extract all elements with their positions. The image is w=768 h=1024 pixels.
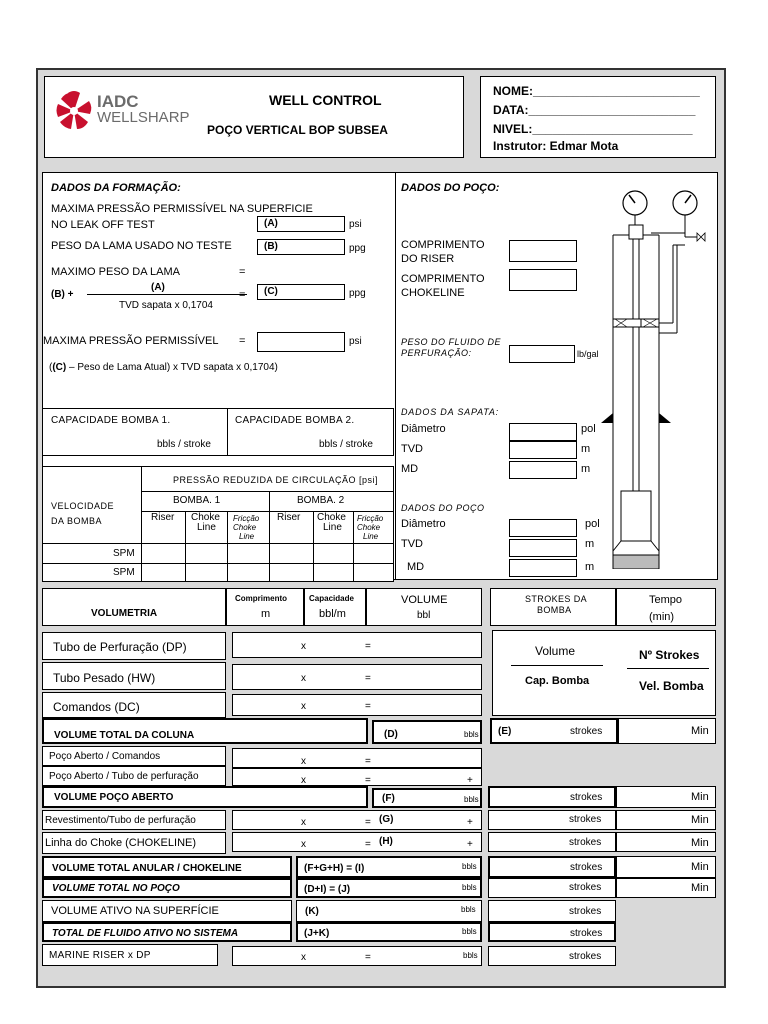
d-bbls: bbls [464,730,479,739]
comp-choke-input[interactable] [509,269,577,291]
vol-anular-label: VOLUME TOTAL ANULAR / CHOKELINE [52,863,242,874]
formula-rest: – Peso de Lama Atual) x TVD sapata x 0,1704) [66,362,278,373]
row-dc-calc[interactable] [232,694,482,716]
choke-col1: Choke [191,512,220,523]
friccao-col2-2: Choke [357,523,381,532]
formacao-line1: MAXIMA PRESSÃO PERMISSÍVEL NA SUPERFICIE [51,203,313,215]
spm-row1: SPM [113,548,135,559]
well-schematic-diagram [593,185,717,569]
peso-fluido-unit: lb/gal [577,349,599,359]
line-col1: Line [197,522,216,533]
riser-label: MARINE RISER x DP [49,950,151,961]
nome-field[interactable]: NOME:_________________________ [493,84,700,98]
row-vol-coluna-d[interactable] [372,720,482,744]
row-choke-calc[interactable] [232,832,482,852]
i-bbls: bbls [462,862,477,871]
row-dp-label [42,632,226,660]
strokes-formula-box [492,630,716,716]
formula-cap-bomba: Cap. Bomba [525,675,590,687]
a-input[interactable] [257,216,345,232]
row-vol-pa-strokes[interactable] [488,786,616,808]
friccao-col2-3: Line [363,532,379,541]
rev-eq: = [365,817,371,828]
frac-num: (A) [151,282,165,293]
frac-plus: (B) + [51,289,74,300]
poco-tvd-input[interactable] [509,539,577,557]
tempo-header [616,588,716,626]
vol-pa-label: VOLUME POÇO ABERTO [54,792,174,803]
c-unit: ppg [349,288,366,299]
vol-ativo-label: VOLUME ATIVO NA SUPERFÍCIE [51,905,219,917]
iadc-logo-icon [55,89,93,133]
header-logo-box [44,76,464,158]
row-hw-label [42,662,226,690]
b-label: (B) [264,241,278,252]
h-strokes: strokes [569,837,602,848]
volumetria-title: VOLUMETRIA [91,608,158,619]
formacao-title: DADOS DA FORMAÇÃO: [51,182,181,194]
row-choke-strokes[interactable] [488,832,616,852]
row-vol-ativo-label [42,900,292,922]
comprimento-header [226,588,304,626]
row-total-ativo-strokes[interactable] [488,922,616,942]
cap-bomba2-label: CAPACIDADE BOMBA 2. [235,415,355,426]
row-pa-com-label [42,746,226,766]
h-min: Min [691,837,709,849]
peso-fluido-input[interactable] [509,345,575,363]
row-vol-pa-min[interactable] [616,786,716,808]
riser-col2: Riser [277,512,301,523]
formula-c-label: (C) [52,362,67,373]
tempo-label: Tempo [649,594,683,606]
k-strokes: strokes [569,906,602,917]
jk-bbls: bbls [462,927,477,936]
a-unit: psi [349,219,362,230]
row-total-ativo-jk[interactable] [296,922,482,942]
sapata-pol: pol [581,423,596,435]
max-peso-eq: = [239,266,246,278]
pa-com-label: Poço Aberto / Comandos [49,751,161,762]
pa-com-x: x [301,756,306,767]
f-min: Min [691,791,709,803]
strokes-header [490,588,616,626]
sapata-tvd: TVD [401,443,423,455]
prc-title: PRESSÃO REDUZIDA DE CIRCULAÇÃO [psi] [173,475,379,485]
row-riser-calc[interactable] [232,946,482,966]
row-vol-coluna-min[interactable] [618,718,716,744]
volume-label: VOLUME [401,594,448,606]
row-riser-label [42,944,218,966]
poco-tvd: TVD [401,538,423,550]
row-total-ativo-label [42,922,292,942]
vol-poco-label: VOLUME TOTAL NO POÇO [52,883,180,894]
dp-label: Tubo de Perfuração (DP) [53,640,187,654]
header-info-box [480,76,716,158]
comp-riser-input[interactable] [509,240,577,262]
logo-iadc: IADC [97,92,139,111]
g-min: Min [691,814,709,826]
rev-plus: + [467,817,473,828]
formula-open: ( [49,362,53,373]
max-press-eq: = [239,335,246,347]
row-vol-anular-i[interactable] [296,856,482,878]
volume-header [366,588,482,626]
sapata-tvd-m: m [581,443,591,455]
logo-wellsharp: WELLSHARP [97,109,190,126]
choke-eq: = [365,839,371,850]
formula-n-strokes: Nº Strokes [639,648,700,662]
row-vol-ativo-strokes[interactable] [488,900,616,922]
di-label: (D+I) = (J) [304,884,351,895]
max-peso-label: MAXIMO PESO DA LAMA [51,266,180,278]
hw-eq: = [365,673,371,684]
poco-diametro-input[interactable] [509,519,577,537]
g-label: (G) [379,814,394,825]
poco-md: MD [407,561,425,573]
j-bbls: bbls [462,883,477,892]
row-pa-tubo-label [42,766,226,786]
cap-bomba-table [42,408,394,456]
dc-x: x [301,701,306,712]
row-dc-label [42,692,226,718]
row-pa-tubo-calc[interactable] [232,768,482,786]
spm-row2: SPM [113,567,135,578]
pa-tubo-eq: = [365,775,371,786]
row-pa-com-calc[interactable] [232,748,482,768]
cap-bomba1-label: CAPACIDADE BOMBA 1. [51,415,171,426]
e-label: (E) [498,726,512,737]
choke-label: Linha do Choke (CHOKELINE) [45,837,197,849]
hw-label: Tubo Pesado (HW) [53,671,156,685]
i-min: Min [691,861,709,873]
volume-unit: bbl [417,610,431,621]
row-vol-poco-label [42,878,292,898]
j-strokes: strokes [569,882,602,893]
row-choke-label [42,832,226,854]
peso-fluido-2: PERFURAÇÃO: [401,348,472,358]
row-hw-calc[interactable] [232,664,482,690]
friccao-col2-1: Fricção [357,514,384,523]
row-riser-strokes[interactable] [488,946,616,966]
comp-choke-1: COMPRIMENTO [401,273,485,285]
row-dp-calc[interactable] [232,632,482,658]
sapata-tvd-input[interactable] [509,441,577,459]
poco-md-input[interactable] [509,559,577,577]
sapata-md-input[interactable] [509,461,577,479]
poco-pol: pol [585,518,600,530]
e-strokes: strokes [570,726,603,737]
choke-plus: + [467,839,473,850]
strokes-label-2: BOMBA [537,605,572,615]
formula-volume: Volume [535,644,576,658]
formula-c [49,363,278,373]
g-strokes: strokes [569,814,602,825]
choke-col2: Choke [317,512,346,523]
row-rev-calc[interactable] [232,810,482,830]
h-label: (H) [379,836,393,847]
dp-x: x [301,641,306,652]
f-bbls: bbls [464,795,479,804]
formacao-line2: NO LEAK OFF TEST [51,219,155,231]
b-input[interactable] [257,239,345,255]
friccao-col1-1: Fricção [233,514,260,523]
bomba1-header: BOMBA. 1 [173,495,221,506]
poco-tvd-m: m [585,538,595,550]
max-press-input[interactable] [257,332,345,352]
row-vol-pa-label [42,786,368,808]
peso-fluido-1: PESO DO FLUIDO DE [401,337,502,347]
comprimento-unit: m [261,608,271,620]
c-label: (C) [264,286,278,297]
cap-bomba1-unit: bbls / stroke [157,439,211,450]
b-unit: ppg [349,243,366,254]
e-min: Min [691,725,709,737]
row-vol-poco-j[interactable] [296,878,482,898]
hw-x: x [301,673,306,684]
dc-label: Comandos (DC) [53,700,140,714]
prc-table [42,466,394,582]
frac-den: TVD sapata x 0,1704 [119,300,213,311]
choke-x: x [301,839,306,850]
sapata-md-m: m [581,463,591,475]
pa-tubo-label: Poço Aberto / Tubo de perfuração [49,771,199,782]
total-ativo-label: TOTAL DE FLUIDO ATIVO NO SISTEMA [52,928,239,939]
row-rev-label [42,810,226,830]
line-col2: Line [323,522,342,533]
form-title: WELL CONTROL [269,92,382,108]
k-bbls: bbls [461,905,476,914]
max-press-label: MAXIMA PRESSÃO PERMISSÍVEL [43,335,219,347]
velocidade-2: DA BOMBA [51,516,103,526]
capacidade-header [304,588,366,626]
capacidade-unit: bbl/m [319,608,346,620]
dp-eq: = [365,641,371,652]
friccao-col1-2: Choke [233,523,257,532]
riser-bbls: bbls [463,951,478,960]
rev-x: x [301,817,306,828]
instrutor-label: Instrutor: Edmar Mota [493,139,619,153]
comp-riser-1: COMPRIMENTO [401,239,485,251]
i-strokes: strokes [570,862,603,873]
velocidade-1: VELOCIDADE [51,501,115,511]
peso-teste-label: PESO DA LAMA USADO NO TESTE [51,240,232,252]
sapata-md: MD [401,463,419,475]
pa-tubo-x: x [301,775,306,786]
c-eq: = [239,289,246,301]
row-choke-min[interactable] [616,832,716,852]
f-label: (F) [382,793,395,804]
row-vol-anular-min[interactable] [616,856,716,878]
poco-diametro: Diâmetro [401,518,446,530]
dc-eq: = [365,701,371,712]
max-press-unit: psi [349,336,362,347]
row-vol-poco-min[interactable] [616,878,716,898]
poco2-title: DADOS DO POÇO [401,503,485,513]
cap-bomba2-unit: bbls / stroke [319,439,373,450]
poco-title: DADOS DO POÇO: [401,182,500,194]
pa-com-eq: = [365,756,371,767]
row-vol-poco-strokes[interactable] [488,878,616,898]
bomba2-header: BOMBA. 2 [297,495,345,506]
sapata-title: DADOS DA SAPATA: [401,407,499,417]
formula-vel-bomba: Vel. Bomba [639,679,704,693]
row-vol-coluna-e[interactable] [490,718,618,744]
tempo-unit: (min) [649,611,675,623]
row-rev-min[interactable] [616,810,716,830]
data-field[interactable]: DATA:_________________________ [493,103,696,117]
c-input[interactable] [257,284,345,300]
row-rev-strokes[interactable] [488,810,616,830]
k-label: (K) [305,906,319,917]
nivel-field[interactable]: NIVEL:________________________ [493,122,693,136]
strokes-label-1: STROKES DA [525,594,588,604]
riser-strokes: strokes [569,951,602,962]
fgh-label: (F+G+H) = (I) [304,863,365,874]
jk-label: (J+K) [304,928,330,939]
jk-strokes: strokes [570,928,603,939]
riser-col1: Riser [151,512,175,523]
comp-riser-2: DO RISER [401,253,455,265]
riser-x: x [301,952,306,963]
pa-tubo-plus: + [467,775,473,786]
volumetria-header [42,588,226,626]
comprimento-label: Comprimento [235,594,287,603]
poco-md-m: m [585,561,595,573]
form-subtitle: POÇO VERTICAL BOP SUBSEA [207,123,388,137]
capacidade-label: Capacidade [309,594,354,603]
rev-label: Revestimento/Tubo de perfuração [45,815,196,826]
row-vol-ativo-k[interactable] [296,900,482,922]
row-vol-anular-strokes[interactable] [488,856,616,878]
friccao-col1-3: Line [239,532,255,541]
d-label: (D) [384,729,398,740]
f-strokes: strokes [570,792,603,803]
row-vol-pa-f[interactable] [372,788,482,808]
row-vol-anular-label [42,856,292,878]
a-label: (A) [264,218,278,229]
vol-coluna-label: VOLUME TOTAL DA COLUNA [54,730,195,741]
comp-choke-2: CHOKELINE [401,287,465,299]
row-vol-coluna-label [42,718,368,744]
sapata-diametro: Diâmetro [401,423,446,435]
riser-eq: = [365,952,371,963]
j-min: Min [691,882,709,894]
sapata-diametro-input[interactable] [509,423,577,441]
